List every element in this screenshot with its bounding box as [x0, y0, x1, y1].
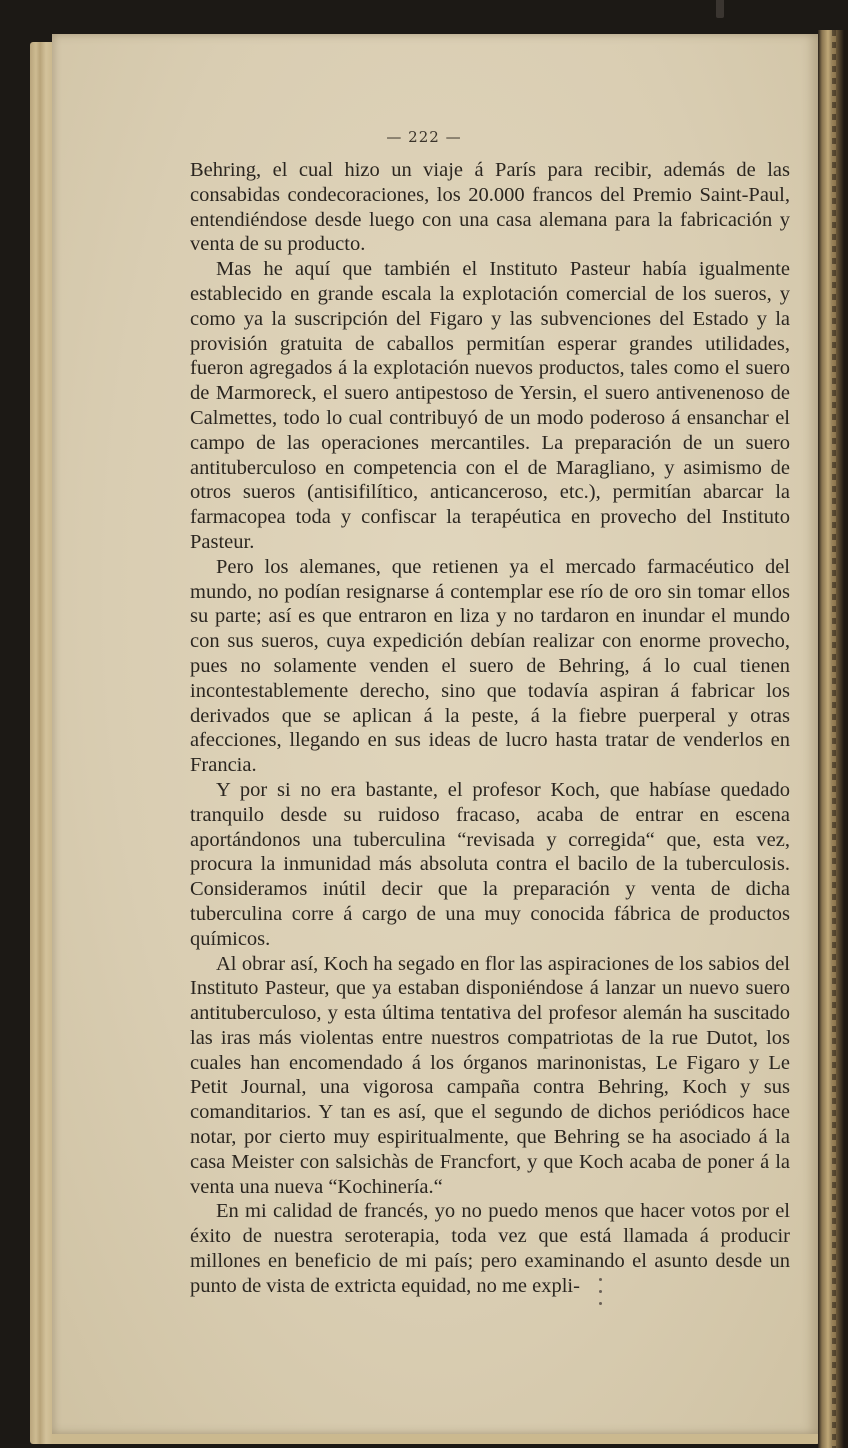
paragraph-6: En mi calidad de francés, yo no puedo menos que hacer votos por el éxito de nuestra seroterapia, toda vez que está llamada á producir millones en beneficio de mi país; pero examinando el asunto desde un punto de vista de extricta equidad, no me expli- [190, 1200, 790, 1297]
facing-page-stripe [832, 30, 836, 1448]
paragraph-5: Al obrar así, Koch ha segado en flor las aspiraciones de los sabios del Instituto Pasteur, que ya estaban disponiéndose á lanzar un nuevo suero antituberculoso, y esta última tentativa del profesor alemán ha suscitado las iras más violentas entre nuestros compatriotas de la rue Dutot, los cuales han encomendado á los órganos marinonistas, Le Figaro y Le Petit Journal, una vigorosa campaña contra Behring, Koch y sus comanditarios. Y tan es así, que el segundo de dichos periódicos hace notar, por cierto muy espiritualmente, que Behring se ha asociado á la casa Meister con salsichàs de Francfort, y que Koch acaba de poner á la venta una nueva “Kochinería.“ [190, 952, 790, 1198]
paragraph-3: Pero los alemanes, que retienen ya el mercado farmacéutico del mundo, no podían resignarse á contemplar ese río de oro sin tomar ellos su parte; así es que entraron en liza y no tardaron en inundar el mundo con sus sueros, cuya expedición debían realizar con enorme provecho, pues no solamente venden el suero de Behring, á lo cual tienen incontestablemente derecho, sino que todavía aspiran á fabricar los derivados que se aplican á la peste, á la fiebre puerperal y otras afecciones, llegando en sus ideas de lucro hasta tratar de venderlos en Francia. [190, 555, 790, 777]
paragraph-1: Behring, el cual hizo un viaje á París para recibir, además de las consabidas condecoraciones, los 20.000 francos del Premio Saint-Paul, entendiéndose desde luego con una casa alemana para la fabricación y venta de su producto. [190, 159, 790, 256]
paragraph-4: Y por si no era bastante, el profesor Koch, que habíase quedado tranquilo desde su ruidoso fracaso, acaba de entrar en escena aportándonos una tuberculina “revisada y corregida“ que, esta vez, procura la inmunidad más absoluta contra el bacilo de la tuberculosis. Consideramos inútil decir que la preparación y venta de dicha tuberculina corre á cargo de una muy conocida fábrica de productos químicos. [190, 778, 790, 950]
body-text [190, 158, 790, 1299]
ink-speck [599, 1302, 602, 1305]
ink-speck [599, 1278, 602, 1281]
ink-speck [599, 1290, 602, 1293]
scanner-clip [716, 0, 724, 18]
facing-page-edge [818, 30, 848, 1448]
page-number: — 222 — [386, 128, 462, 146]
paragraph-2: Mas he aquí que también el Instituto Pasteur había igualmente establecido en grande escala la explotación comercial de los sueros, y como ya la suscripción del Figaro y las subvenciones del Estado y la provisión gratuita de caballos permitían esperar grandes utilidades, fueron agregados á la explotación nuevos productos, tales como el suero de Marmoreck, el suero antipestoso de Yersin, el suero antivenenoso de Calmettes, todo lo cual contribuyó de un modo poderoso á ensanchar el campo de las operaciones mercantiles. La preparación de un suero antituberculoso en competencia con el de Maragliano, y asimismo de otros sueros (antisifilítico, anticanceroso, etc.), permitían abarcar la farmacopea toda y confiscar la terapéutica en provecho del Instituto Pasteur. [190, 258, 790, 553]
